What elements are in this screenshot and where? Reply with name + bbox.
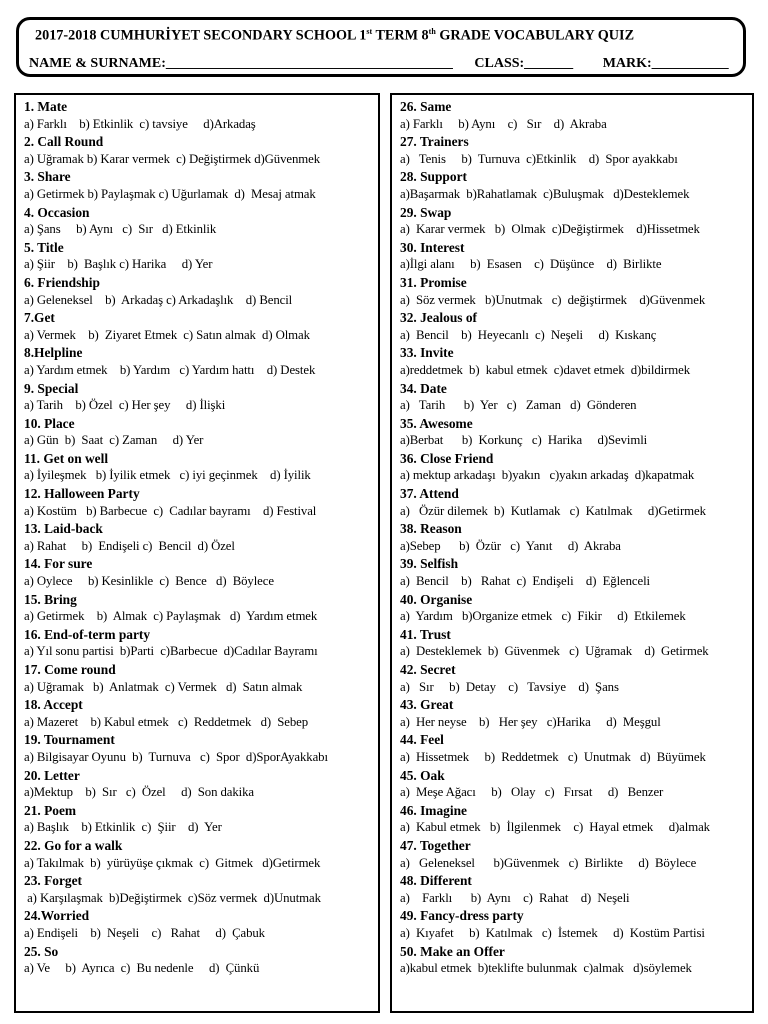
question-item: [24, 802, 374, 837]
right-question-column: [390, 93, 754, 1013]
question-item: [24, 239, 374, 274]
question-word: 42. Secret: [400, 662, 456, 677]
answer-options[interactable]: a) Bencil b) Rahat c) Endişeli d) Eğlenceli: [400, 574, 651, 589]
question-item: [400, 520, 748, 555]
answer-options[interactable]: a) Farklı b) Aynı c) Rahat d) Neşeli: [400, 890, 630, 905]
question-item: [400, 767, 748, 802]
question-word: 11. Get on well: [24, 450, 109, 466]
question-word: 23. Forget: [24, 873, 83, 889]
question-item: [400, 450, 748, 485]
question-word: 17. Come round: [24, 662, 116, 677]
question-item: [24, 450, 374, 485]
question-item: [24, 520, 374, 555]
question-item: [24, 168, 374, 203]
answer-options[interactable]: a) Rahat b) Endişeli c) Bencil d) Özel: [24, 538, 235, 553]
question-word: 30. Interest: [400, 239, 465, 255]
answer-options[interactable]: a)Başarmak b)Rahatlamak c)Buluşmak d)Desteklemek: [400, 186, 690, 201]
question-item: [24, 555, 374, 590]
question-item: [24, 872, 374, 907]
answer-options[interactable]: a)reddetmek b) kabul etmek c)davet etmek d)bildirmek: [400, 362, 691, 377]
answer-options[interactable]: a) Farklı b) Etkinlik c) tavsiye d)Arkadaş: [24, 116, 256, 131]
answer-options[interactable]: a) Tarih b) Yer c) Zaman d) Gönderen: [400, 398, 637, 413]
answer-options[interactable]: a) Karşılaşmak b)Değiştirmek c)Söz vermek d)Unutmak: [24, 890, 321, 905]
class-field[interactable]: CLASS:_______: [474, 56, 574, 71]
question-item: [24, 485, 374, 520]
left-question-column: [14, 93, 380, 1013]
question-item: [400, 204, 748, 239]
question-item: [400, 943, 748, 978]
question-item: [400, 168, 748, 203]
question-item: [400, 802, 748, 837]
question-word: 28. Support: [400, 169, 467, 185]
question-word: 4. Occasion: [24, 204, 90, 220]
question-item: [400, 309, 748, 344]
question-item: [400, 696, 748, 731]
question-word: 25. So: [24, 943, 59, 959]
question-word: 16. End-of-term party: [24, 626, 151, 642]
question-word: 38. Reason: [400, 521, 462, 537]
answer-options[interactable]: a) Söz vermek b)Unutmak c) değiştirmek d)Güvenmek: [400, 292, 706, 307]
answer-options[interactable]: a) Kabul etmek b) İlgilenmek c) Hayal etmek d)almak: [400, 820, 710, 835]
question-item: [400, 98, 748, 133]
title-term-text: TERM 8: [372, 27, 429, 44]
question-item: [400, 380, 748, 415]
question-item: [24, 133, 374, 168]
question-item: [24, 204, 374, 239]
answer-options[interactable]: a) Endişeli b) Neşeli c) Rahat d) Çabuk: [24, 925, 265, 940]
question-word: 36. Close Friend: [400, 450, 494, 466]
question-word: 31. Promise: [400, 274, 467, 290]
question-word: 46. Imagine: [400, 802, 467, 818]
title-text: 2017-2018 CUMHURİYET SECONDARY SCHOOL 1: [35, 27, 367, 44]
question-word: 1. Mate: [24, 99, 68, 114]
question-word: 18. Accept: [24, 697, 83, 713]
question-word: 43. Great: [400, 697, 454, 713]
question-word: 22. Go for a walk: [24, 837, 123, 853]
question-word: 40. Organise: [400, 591, 473, 607]
question-word: 2. Call Round: [24, 134, 104, 150]
question-item: [400, 555, 748, 590]
question-word: 9. Special: [24, 380, 79, 396]
name-surname-field[interactable]: NAME & SURNAME:_________________________________________: [29, 56, 453, 71]
question-word: 10. Place: [24, 415, 75, 431]
answer-options[interactable]: a) Uğramak b) Anlatmak c) Vermek d) Satın almak: [24, 679, 303, 694]
question-item: [400, 344, 748, 379]
question-item: [24, 626, 374, 661]
question-word: 41. Trust: [400, 626, 451, 642]
question-item: [400, 133, 748, 168]
question-item: [24, 767, 374, 802]
question-item: [24, 380, 374, 415]
answer-options[interactable]: a) Karar vermek b) Olmak c)Değiştirmek d)Hissetmek: [400, 222, 700, 237]
question-word: 19. Tournament: [24, 732, 115, 748]
question-word: 21. Poem: [24, 802, 77, 818]
question-word: 24.Worried: [24, 908, 90, 924]
question-item: [24, 591, 374, 626]
question-word: 48. Different: [400, 873, 472, 889]
question-item: [400, 626, 748, 661]
question-word: 12. Halloween Party: [24, 486, 140, 502]
question-word: 20. Letter: [24, 767, 80, 783]
answer-options[interactable]: a) Hissetmek b) Reddetmek c) Unutmak d) Büyümek: [400, 749, 706, 764]
answer-options[interactable]: a)Sebep b) Özür c) Yanıt d) Akraba: [400, 538, 621, 553]
question-word: 29. Swap: [400, 204, 452, 220]
quiz-header-box: [16, 17, 746, 77]
question-item: [400, 591, 748, 626]
question-word: 13. Laid-back: [24, 521, 103, 537]
question-item: [24, 731, 374, 766]
question-word: 45. Oak: [400, 767, 445, 783]
question-word: 33. Invite: [400, 345, 454, 361]
question-word: 6. Friendship: [24, 274, 100, 290]
question-item: [400, 872, 748, 907]
question-word: 27. Trainers: [400, 134, 469, 150]
question-item: [24, 661, 374, 696]
answer-options[interactable]: a) Takılmak b) yürüyüşe çıkmak c) Gitmek d)Getirmek: [24, 855, 321, 870]
question-word: 8.Helpline: [24, 345, 83, 361]
question-word: 37. Attend: [400, 486, 459, 502]
answer-options[interactable]: a) Gün b) Saat c) Zaman d) Yer: [24, 433, 204, 448]
answer-options[interactable]: a) Şans b) Aynı c) Sır d) Etkinlik: [24, 222, 217, 237]
question-word: 3. Share: [24, 169, 71, 185]
answer-options[interactable]: a) Şiir b) Başlık c) Harika d) Yer: [24, 257, 213, 272]
student-info-row: [29, 56, 729, 72]
quiz-title: [35, 27, 634, 45]
answer-options[interactable]: a) Başlık b) Etkinlik c) Şiir d) Yer: [24, 820, 222, 835]
answer-options[interactable]: a) Uğramak b) Karar vermek c) Değiştirmek d)Güvenmek: [24, 151, 321, 166]
question-item: [24, 696, 374, 731]
question-item: [400, 731, 748, 766]
question-item: [400, 415, 748, 450]
question-word: 32. Jealous of: [400, 310, 477, 326]
question-word: 47. Together: [400, 837, 471, 853]
question-item: [24, 344, 374, 379]
question-word: 14. For sure: [24, 556, 93, 572]
question-item: [400, 907, 748, 942]
answer-options[interactable]: a)İlgi alanı b) Esasen c) Düşünce d) Birlikte: [400, 257, 662, 272]
question-item: [24, 98, 374, 133]
answer-options[interactable]: a) Geleneksel b) Arkadaş c) Arkadaşlık d) Bencil: [24, 292, 293, 307]
question-word: 7.Get: [24, 310, 55, 326]
title-superscript-st: st: [366, 27, 373, 36]
question-item: [24, 274, 374, 309]
question-item: [24, 309, 374, 344]
question-word: 44. Feel: [400, 732, 444, 748]
answer-options[interactable]: a) mektup arkadaşı b)yakın c)yakın arkadaş d)kapatmak: [400, 468, 695, 483]
answer-options[interactable]: a) İyileşmek b) İyilik etmek c) iyi geçinmek d) İyilik: [24, 468, 311, 483]
question-item: [400, 274, 748, 309]
question-item: [24, 415, 374, 450]
title-superscript-th: th: [428, 27, 436, 36]
question-word: 35. Awesome: [400, 415, 473, 431]
answer-options[interactable]: a) Getirmek b) Almak c) Paylaşmak d) Yardım etmek: [24, 609, 318, 624]
answer-options[interactable]: a)Berbat b) Korkunç c) Harika d)Sevimli: [400, 433, 648, 448]
question-item: [400, 837, 748, 872]
answer-options[interactable]: a) Meşe Ağacı b) Olay c) Fırsat d) Benzer: [400, 785, 664, 800]
title-end-text: GRADE VOCABULARY QUIZ: [435, 27, 635, 44]
answer-options[interactable]: a) Tarih b) Özel c) Her şey d) İlişki: [24, 398, 226, 413]
question-item: [400, 661, 748, 696]
answer-options[interactable]: a) Geleneksel b)Güvenmek c) Birlikte d) Böylece: [400, 855, 697, 870]
answer-options[interactable]: a) Tenis b) Turnuva c)Etkinlik d) Spor ayakkabı: [400, 151, 678, 166]
answer-options[interactable]: a)kabul etmek b)teklifte bulunmak c)almak d)söylemek: [400, 961, 692, 976]
question-item: [24, 907, 374, 942]
question-word: 49. Fancy-dress party: [400, 908, 524, 924]
question-word: 34. Date: [400, 380, 447, 396]
question-word: 26. Same: [400, 99, 452, 114]
mark-field[interactable]: MARK:___________: [602, 56, 729, 71]
question-item: [24, 837, 374, 872]
answer-options[interactable]: a) Ve b) Ayrıca c) Bu nedenle d) Çünkü: [24, 961, 260, 976]
answer-options[interactable]: a) Her neyse b) Her şey c)Harika d) Meşgul: [400, 714, 661, 729]
answer-options[interactable]: a) Yıl sonu partisi b)Parti c)Barbecue d)Cadılar Bayramı: [24, 644, 318, 659]
question-item: [400, 239, 748, 274]
question-word: 15. Bring: [24, 591, 77, 607]
answer-options[interactable]: a) Yardım etmek b) Yardım c) Yardım hattı d) Destek: [24, 362, 316, 377]
answer-options[interactable]: a) Sır b) Detay c) Tavsiye d) Şans: [400, 679, 619, 694]
answer-options[interactable]: a) Yardım b)Organize etmek c) Fikir d) Etkilemek: [400, 609, 686, 624]
answer-options[interactable]: a) Oylece b) Kesinlikle c) Bence d) Böylece: [24, 574, 274, 589]
answer-options[interactable]: a) Bilgisayar Oyunu b) Turnuva c) Spor d)SporAyakkabı: [24, 749, 328, 764]
question-word: 5. Title: [24, 239, 64, 255]
answer-options[interactable]: a) Kıyafet b) Katılmak c) İstemek d) Kostüm Partisi: [400, 925, 705, 940]
question-item: [400, 485, 748, 520]
question-word: 50. Make an Offer: [400, 943, 505, 959]
question-word: 39. Selfish: [400, 556, 459, 572]
answer-options[interactable]: a) Özür dilemek b) Kutlamak c) Katılmak d)Getirmek: [400, 503, 706, 518]
answer-options[interactable]: a) Mazeret b) Kabul etmek c) Reddetmek d) Sebep: [24, 714, 308, 729]
answer-options[interactable]: a) Vermek b) Ziyaret Etmek c) Satın almak d) Olmak: [24, 327, 310, 342]
answer-options[interactable]: a)Mektup b) Sır c) Özel d) Son dakika: [24, 785, 255, 800]
question-item: [24, 943, 374, 978]
answer-options[interactable]: a) Desteklemek b) Güvenmek c) Uğramak d) Getirmek: [400, 644, 709, 659]
answer-options[interactable]: a) Bencil b) Heyecanlı c) Neşeli d) Kıskanç: [400, 327, 657, 342]
answer-options[interactable]: a) Farklı b) Aynı c) Sır d) Akraba: [400, 116, 607, 131]
answer-options[interactable]: a) Getirmek b) Paylaşmak c) Uğurlamak d) Mesaj atmak: [24, 186, 316, 201]
answer-options[interactable]: a) Kostüm b) Barbecue c) Cadılar bayramı d) Festival: [24, 503, 317, 518]
